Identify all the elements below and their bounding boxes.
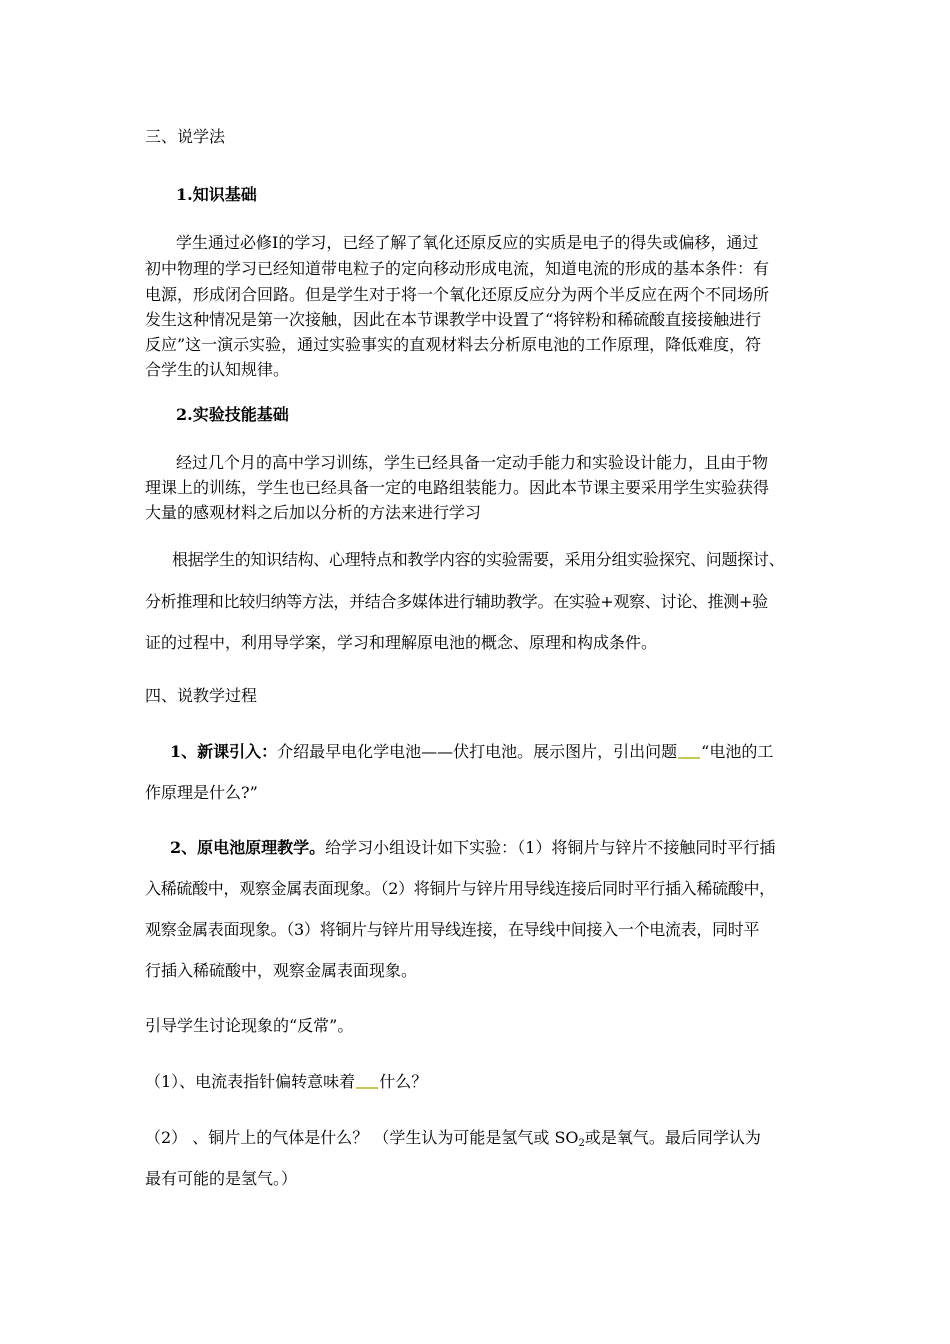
paragraph-line: 大量的感观材料之后加以分析的方法来进行学习 [145, 503, 482, 522]
paragraph-line: 合学生的认知规律。 [145, 360, 290, 379]
step1-quote: “电池的工 [701, 742, 774, 761]
section-heading-teaching-process: 四、说教学过程 [145, 686, 258, 705]
step1-label: 1、新课引入： [170, 742, 278, 761]
paragraph-line: 最有可能的是氢气。） [145, 1169, 298, 1188]
step2-text: 给学习小组设计如下实验：（1）将铜片与锌片不接触同时平行插 [325, 838, 776, 857]
paragraph-line: 理课上的训练，学生也已经具备一定的电路组装能力。因此本节课主要采用学生实验获得 [145, 478, 770, 497]
step1-line [170, 742, 773, 762]
question-2-text: （2） 、铜片上的气体是什么？ （学生认为可能是氢气或 SO [145, 1128, 579, 1147]
paragraph-line: 经过几个月的高中学习训练，学生已经具备一定动手能力和实验设计能力，且由于物 [176, 453, 769, 472]
highlight-mark [356, 1087, 378, 1089]
highlight-mark [678, 757, 700, 759]
paragraph-line: 引导学生讨论现象的“反常”。 [145, 1016, 354, 1035]
question-2-text-cont: 或是氧气。最后同学认为 [584, 1128, 761, 1147]
paragraph-line: 学生通过必修Ⅰ的学习，已经了解了氧化还原反应的实质是电子的得失或偏移，通过 [176, 233, 759, 252]
paragraph-line: 初中物理的学习已经知道带电粒子的定向移动形成电流，知道电流的形成的基本条件：有 [145, 259, 770, 278]
question-1-text: （1）、电流表指针偏转意味着 [145, 1072, 356, 1091]
question-1 [145, 1072, 427, 1092]
paragraph-line: 行插入稀硫酸中，观察金属表面现象。 [145, 961, 418, 980]
paragraph-line: 反应”这一演示实验，通过实验事实的直观材料去分析原电池的工作原理，降低难度，符 [145, 335, 762, 354]
question-2 [145, 1128, 761, 1151]
subheading-knowledge-basis: 1.知识基础 [176, 185, 257, 204]
paragraph-line: 分析推理和比较归纳等方法，并结合多媒体进行辅助教学。在实验+观察、讨论、推测+验 [145, 592, 768, 611]
section-heading-learning-methods: 三、说学法 [145, 127, 226, 146]
step2-label: 2、原电池原理教学。 [170, 838, 326, 857]
question-1-end: 什么？ [379, 1072, 428, 1091]
paragraph-line: 入稀硫酸中，观察金属表面现象。（2）将铜片与锌片用导线连接后同时平行插入稀硫酸中， [145, 879, 775, 898]
paragraph-line: 证的过程中，利用导学案，学习和理解原电池的概念、原理和构成条件。 [145, 633, 658, 652]
subheading-lab-skills: 2.实验技能基础 [176, 405, 289, 424]
subscript: 2 [578, 1138, 585, 1149]
paragraph-line: 观察金属表面现象。（3）将铜片与锌片用导线连接，在导线中间接入一个电流表，同时平 [145, 920, 760, 939]
step2-line [170, 838, 775, 858]
paragraph-line: 电源，形成闭合回路。但是学生对于将一个氧化还原反应分为两个半反应在两个不同场所 [145, 285, 770, 304]
paragraph-line: 发生这种情况是第一次接触，因此在本节课教学中设置了“将锌粉和稀硫酸直接接触进行 [145, 310, 762, 329]
paragraph-line: 根据学生的知识结构、心理特点和教学内容的实验需要，采用分组实验探究、问题探讨、 [172, 550, 785, 569]
step1-text: 介绍最早电化学电池——伏打电池。展示图片，引出问题 [277, 742, 678, 761]
paragraph-line: 作原理是什么?” [145, 783, 258, 802]
